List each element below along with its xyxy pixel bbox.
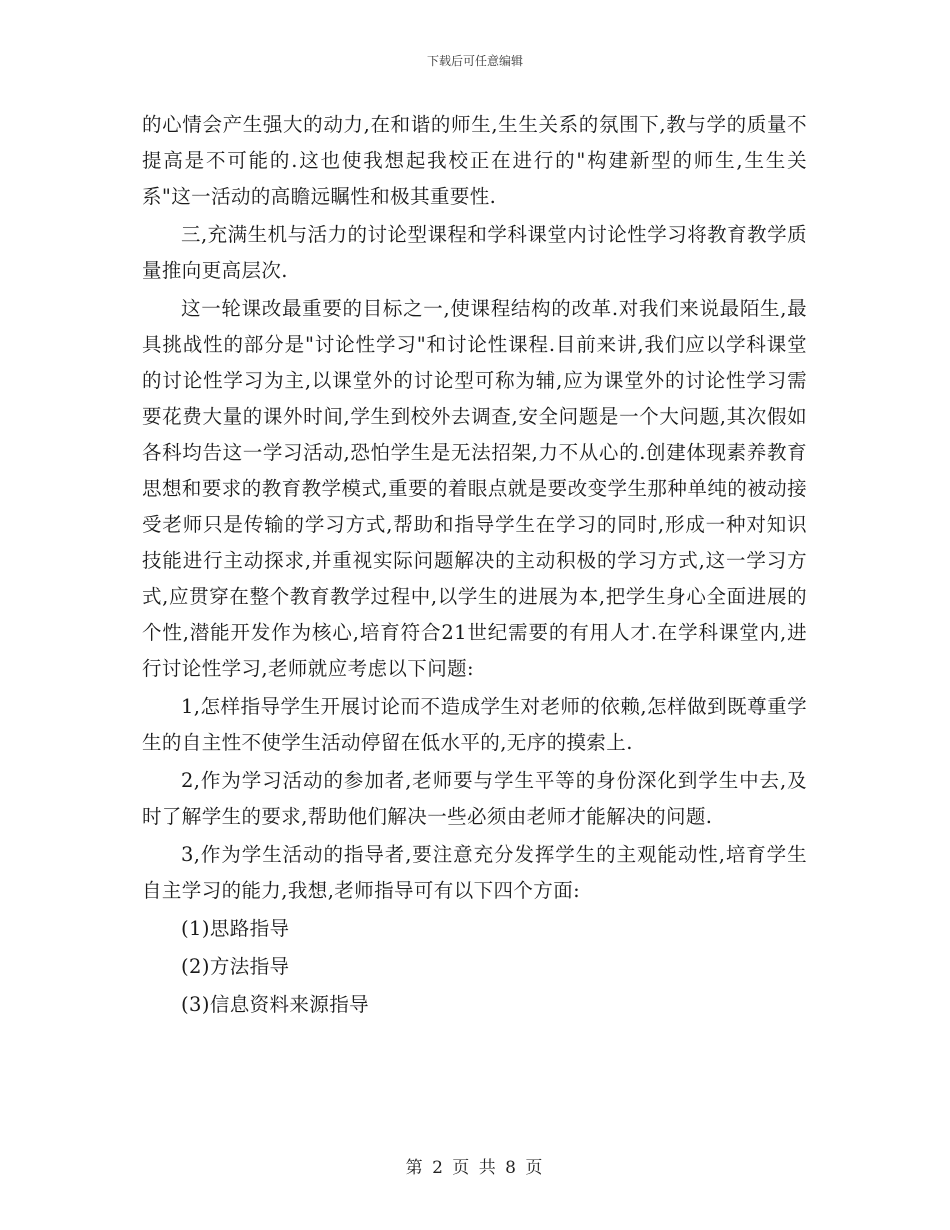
paragraph-5: 2,作为学习活动的参加者,老师要与学生平等的身份深化到学生中去,及时了解学生的要求,帮助他们解决一些必须由老师才能解决的问题. — [142, 769, 807, 828]
paragraph-3: 这一轮课改最重要的目标之一,使课程结构的改革.对我们来说最陌生,最具挑战性的部分是"讨论性学习"和讨论性课程.目前来讲,我们应以学科课堂的讨论性学习为主,以课堂外的讨论型可称为辅,应为课堂外的讨论性学习需要花费大量的课外时间,学生到校外去调查,安全问题是一个大问题,其次假如各科均告这一学习活动,恐怕学生是无法招架,力不从心的.创建体现素养教育思想和要求的教育教学模式,重要的着眼点就是要改变学生那种单纯的被动接受老师只是传输的学习方式,帮助和指导学生在学习的同时,形成一种对知识技能进行主动探求,并重视实际问题解决的主动积极的学习方式,这一学习方式,应贯穿在整个教育教学过程中,以学生的进展为本,把学生身心全面进展的个性,潜能开发作为核心,培育符合21世纪需要的有用人才.在学科课堂内,进行讨论性学习,老师就应考虑以下问题: — [142, 297, 807, 680]
list-item-3: (3)信息资料来源指导 — [181, 993, 370, 1016]
page-number: 第 2 页 共 8 页 — [405, 1158, 545, 1178]
paragraph-6: 3,作为学生活动的指导者,要注意充分发挥学生的主观能动性,培育学生自主学习的能力,我想,老师指导可有以下四个方面: — [142, 843, 807, 902]
header-note: 下载后可任意编辑 — [426, 54, 523, 68]
paragraph-1: 的心情会产生强大的动力,在和谐的师生,生生关系的氛围下,教与学的质量不提高是不可能的.这也使我想起我校正在进行的"构建新型的师生,生生关系"这一活动的高瞻远瞩性和极其重要性. — [142, 113, 807, 208]
document-body — [142, 107, 807, 1025]
list-item-1: (1)思路指导 — [181, 917, 290, 940]
paragraph-4: 1,怎样指导学生开展讨论而不造成学生对老师的依赖,怎样做到既尊重学生的自主性不使学生活动停留在低水平的,无序的摸索上. — [142, 695, 807, 754]
list-item-2: (2)方法指导 — [181, 955, 290, 978]
paragraph-2: 三,充满生机与活力的讨论型课程和学科课堂内讨论性学习将教育教学质量推向更高层次. — [142, 223, 807, 282]
